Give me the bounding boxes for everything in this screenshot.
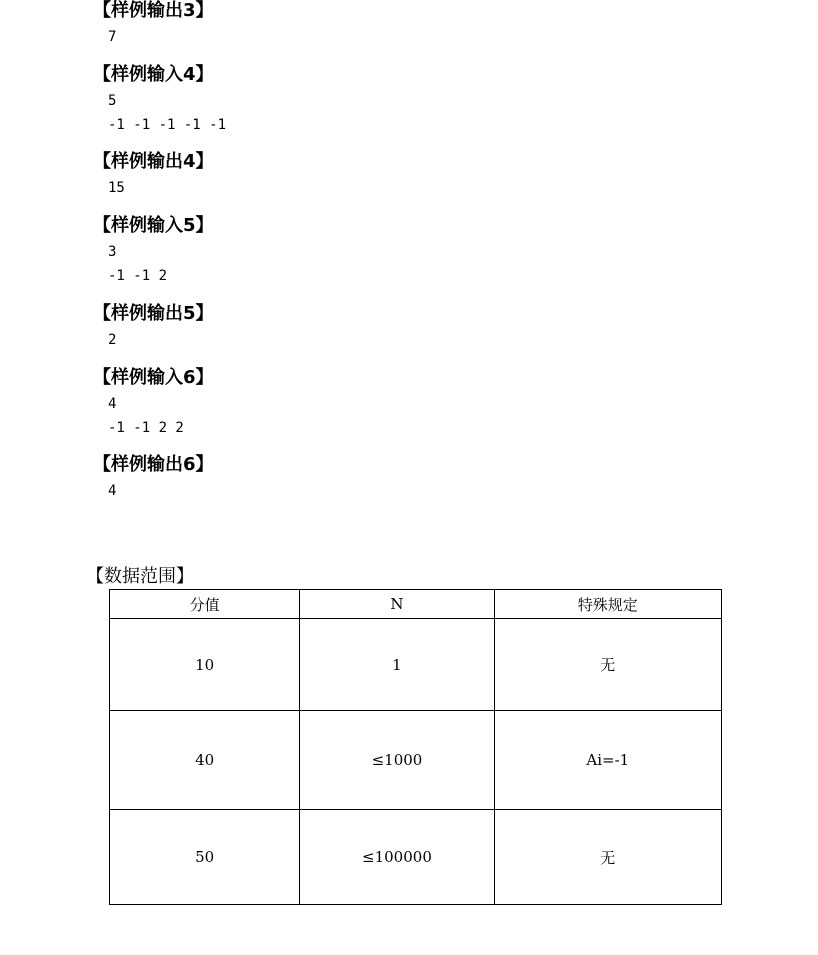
sample-input-4-line-2: -1 -1 -1 -1 -1 <box>108 117 227 133</box>
header-n: N <box>300 590 494 619</box>
table-cell-score: 50 <box>110 810 300 905</box>
data-range-table <box>109 589 722 905</box>
sample-output-6-line-1: 4 <box>108 483 117 499</box>
table-cell-n: ≤100000 <box>300 810 494 905</box>
sample-input-6-line-2: -1 -1 2 2 <box>108 420 184 436</box>
table-row <box>110 810 722 905</box>
table-cell-special: 无 <box>494 810 721 905</box>
sample-input-4-line-1: 5 <box>108 93 117 109</box>
sample-input-4-heading: 【样例输入4】 <box>93 64 214 85</box>
sample-output-4-heading: 【样例输出4】 <box>93 151 214 172</box>
sample-output-5-heading: 【样例输出5】 <box>93 303 214 324</box>
table-row <box>110 619 722 711</box>
sample-output-3-heading: 【样例输出3】 <box>93 0 214 21</box>
table-cell-score: 10 <box>110 619 300 711</box>
table-cell-score: 40 <box>110 711 300 810</box>
sample-input-5-heading: 【样例输入5】 <box>93 215 214 236</box>
header-score: 分值 <box>110 590 300 619</box>
table-cell-special: Ai=-1 <box>494 711 721 810</box>
sample-output-6-heading: 【样例输出6】 <box>93 454 214 475</box>
table-row <box>110 711 722 810</box>
header-special-rule: 特殊规定 <box>494 590 721 619</box>
data-range-heading: 【数据范围】 <box>86 566 194 587</box>
table-cell-n: ≤1000 <box>300 711 494 810</box>
table-cell-special: 无 <box>494 619 721 711</box>
sample-output-4-line-1: 15 <box>108 180 125 196</box>
table-cell-n: 1 <box>300 619 494 711</box>
sample-input-5-line-1: 3 <box>108 244 117 260</box>
sample-input-6-line-1: 4 <box>108 396 117 412</box>
sample-output-3-line-1: 7 <box>108 29 117 45</box>
sample-output-5-line-1: 2 <box>108 332 117 348</box>
table-header-row <box>110 590 722 619</box>
sample-input-5-line-2: -1 -1 2 <box>108 268 168 284</box>
sample-input-6-heading: 【样例输入6】 <box>93 367 214 388</box>
